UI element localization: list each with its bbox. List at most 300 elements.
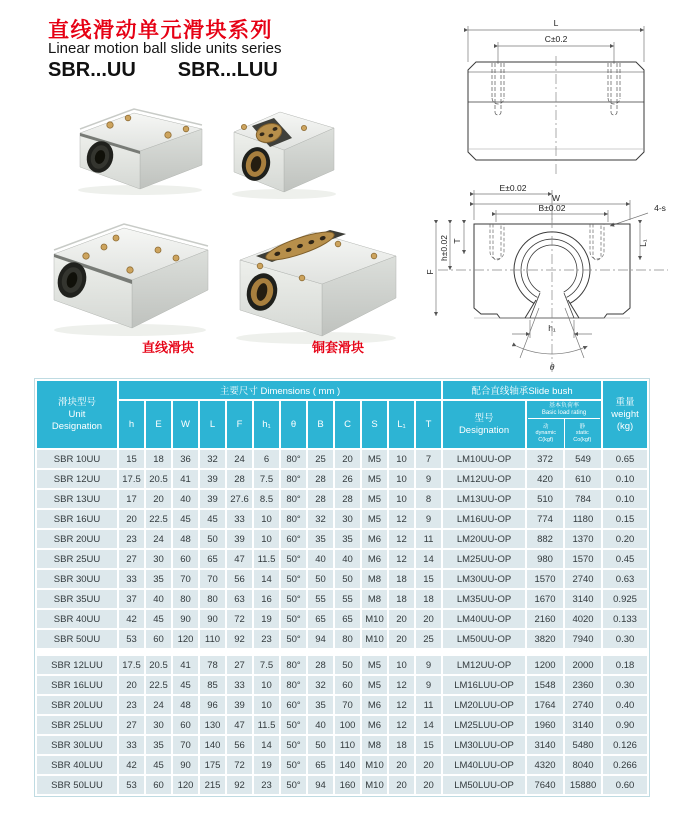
cell-value: 3140 (565, 590, 601, 608)
cell-value: 55 (335, 590, 360, 608)
cell-value: 1180 (565, 510, 601, 528)
table-row (37, 716, 647, 734)
cell-value: 12 (389, 696, 414, 714)
cell-value: 50 (308, 570, 333, 588)
cell-value: 24 (146, 696, 171, 714)
cell-unit-designation: SBR 30UU (37, 570, 117, 588)
table-row (37, 490, 647, 508)
cell-value: 1548 (527, 676, 563, 694)
cell-value: 510 (527, 490, 563, 508)
svg-text:L: L (553, 18, 559, 28)
table-row (37, 630, 647, 648)
cell-value: 8 (416, 490, 441, 508)
cell-value: 39 (227, 530, 252, 548)
cell-value: 7 (416, 450, 441, 468)
cell-value: 20 (389, 776, 414, 794)
cell-value: 27.6 (227, 490, 252, 508)
cell-value: 0.65 (603, 450, 647, 468)
cell-value: 0.90 (603, 716, 647, 734)
cell-value: 70 (173, 570, 198, 588)
technical-drawing-top-view-icon (438, 12, 670, 182)
cell-value: 48 (173, 696, 198, 714)
cell-value: 10 (254, 510, 279, 528)
cell-bush-model: LM12UU-OP (443, 470, 525, 488)
cell-value: 18 (389, 570, 414, 588)
header-weight: 重量 weight (kg) (603, 381, 647, 448)
svg-text:F: F (425, 269, 435, 275)
svg-text:θ: θ (549, 362, 555, 372)
cell-value: 36 (173, 450, 198, 468)
cell-value: 65 (308, 756, 333, 774)
cell-value: 80° (281, 490, 306, 508)
cell-value: 60° (281, 530, 306, 548)
cell-value: 94 (308, 630, 333, 648)
cell-value: 40 (308, 550, 333, 568)
cell-bush-model: LM25LUU-OP (443, 716, 525, 734)
cell-unit-designation: SBR 50UU (37, 630, 117, 648)
svg-text:h±0.02: h±0.02 (439, 235, 449, 261)
cell-value: 24 (227, 450, 252, 468)
cell-value: 9 (416, 470, 441, 488)
cell-value: 2000 (565, 656, 601, 674)
cell-value: 11.5 (254, 550, 279, 568)
cell-value: 120 (173, 630, 198, 648)
cell-value: 33 (119, 570, 144, 588)
header-col-T: T (416, 401, 441, 448)
cell-value: 100 (335, 716, 360, 734)
cell-value: 0.133 (603, 610, 647, 628)
cell-value: 0.63 (603, 570, 647, 588)
svg-text:h₁: h₁ (548, 323, 556, 333)
cell-bush-model: LM13UU-OP (443, 490, 525, 508)
cell-value: 1764 (527, 696, 563, 714)
table-row (37, 676, 647, 694)
header-col-F: F (227, 401, 252, 448)
cell-value: 70 (173, 736, 198, 754)
cell-value: 18 (389, 590, 414, 608)
cell-value: 774 (527, 510, 563, 528)
cell-value: 20.5 (146, 656, 171, 674)
spec-table (34, 378, 650, 797)
cell-value: 45 (173, 510, 198, 528)
cell-value: 27 (119, 550, 144, 568)
cell-unit-designation: SBR 16UU (37, 510, 117, 528)
cell-bush-model: LM12UU-OP (443, 656, 525, 674)
cell-value: 0.30 (603, 676, 647, 694)
photo-bush-unit-small-icon (222, 98, 344, 200)
cell-value: 80 (200, 590, 225, 608)
cell-value: 96 (200, 696, 225, 714)
cell-value: 80° (281, 676, 306, 694)
cell-value: 372 (527, 450, 563, 468)
table-row (37, 776, 647, 794)
cell-value: 0.20 (603, 530, 647, 548)
svg-text:4-s: 4-s (654, 203, 666, 213)
cell-value: 32 (308, 510, 333, 528)
cell-value: 55 (308, 590, 333, 608)
cell-value: M8 (362, 570, 387, 588)
cell-value: M10 (362, 630, 387, 648)
cell-value: 0.18 (603, 656, 647, 674)
cell-value: 0.15 (603, 510, 647, 528)
cell-value: 50° (281, 736, 306, 754)
cell-value: 60° (281, 696, 306, 714)
cell-value: 72 (227, 610, 252, 628)
cell-value: 20 (335, 450, 360, 468)
cell-bush-model: LM16UU-OP (443, 510, 525, 528)
cell-value: 85 (200, 676, 225, 694)
cell-value: 40 (335, 550, 360, 568)
cell-value: 23 (119, 696, 144, 714)
header-bush-model: 型号 Designation (443, 401, 525, 448)
cell-value: 78 (200, 656, 225, 674)
cell-value: 0.266 (603, 756, 647, 774)
cell-value: 50° (281, 610, 306, 628)
cell-value: 28 (308, 470, 333, 488)
cell-value: 50° (281, 756, 306, 774)
cell-value: 92 (227, 776, 252, 794)
cell-value: 9 (416, 510, 441, 528)
cell-value: M8 (362, 590, 387, 608)
cell-value: 56 (227, 570, 252, 588)
cell-value: 28 (308, 490, 333, 508)
header-col-L1: L₁ (389, 401, 414, 448)
cell-value: 11 (416, 696, 441, 714)
cell-value: 92 (227, 630, 252, 648)
cell-value: M10 (362, 776, 387, 794)
cell-unit-designation: SBR 40UU (37, 610, 117, 628)
cell-value: 65 (335, 610, 360, 628)
table-row (37, 570, 647, 588)
cell-value: 40 (308, 716, 333, 734)
cell-value: 33 (119, 736, 144, 754)
header-col-E: E (146, 401, 171, 448)
cell-bush-model: LM35UU-OP (443, 590, 525, 608)
cell-value: 35 (308, 696, 333, 714)
cell-value: 80 (173, 590, 198, 608)
cell-value: 50° (281, 630, 306, 648)
cell-bush-model: LM30LUU-OP (443, 736, 525, 754)
cell-value: 14 (254, 736, 279, 754)
header-col-h: h (119, 401, 144, 448)
cell-bush-model: LM30UU-OP (443, 570, 525, 588)
cell-value: 50° (281, 776, 306, 794)
cell-value: 160 (335, 776, 360, 794)
table-row (37, 736, 647, 754)
cell-value: 33 (227, 510, 252, 528)
cell-unit-designation: SBR 10UU (37, 450, 117, 468)
table-row (37, 450, 647, 468)
cell-value: 37 (119, 590, 144, 608)
cell-value: 26 (335, 470, 360, 488)
cell-value: 65 (200, 550, 225, 568)
cell-value: 33 (227, 676, 252, 694)
cell-value: 32 (200, 450, 225, 468)
cell-value: 0.45 (603, 550, 647, 568)
header-col-S: S (362, 401, 387, 448)
cell-value: 40 (146, 590, 171, 608)
cell-value: 7.5 (254, 470, 279, 488)
cell-value: 50 (335, 570, 360, 588)
cell-value: 50° (281, 570, 306, 588)
cell-value: 3140 (527, 736, 563, 754)
cell-value: 45 (146, 610, 171, 628)
cell-value: 18 (146, 450, 171, 468)
cell-value: 60 (146, 630, 171, 648)
cell-value: M8 (362, 736, 387, 754)
cell-value: 18 (416, 590, 441, 608)
header-col-L: L (200, 401, 225, 448)
cell-value: 60 (146, 776, 171, 794)
cell-value: 3140 (565, 716, 601, 734)
cell-value: 80° (281, 656, 306, 674)
cell-value: 8040 (565, 756, 601, 774)
cell-bush-model: LM16LUU-OP (443, 676, 525, 694)
cell-value: 41 (173, 656, 198, 674)
cell-value: 420 (527, 470, 563, 488)
cell-value: M10 (362, 756, 387, 774)
cell-value: 12 (389, 550, 414, 568)
table-row (37, 590, 647, 608)
svg-text:W: W (551, 193, 561, 203)
header-slide-bush: 配合直线轴承Slide bush (443, 381, 601, 399)
cell-value: 20 (389, 630, 414, 648)
cell-value: 19 (254, 610, 279, 628)
cell-value: 9 (416, 656, 441, 674)
page-title-en: Linear motion ball slide units series (48, 40, 282, 57)
cell-bush-model: LM25UU-OP (443, 550, 525, 568)
cell-value: 24 (146, 530, 171, 548)
cell-value: 175 (200, 756, 225, 774)
cell-value: 35 (335, 530, 360, 548)
cell-value: 7640 (527, 776, 563, 794)
photo-bush-unit-long-icon (226, 218, 404, 346)
cell-value: 80 (335, 630, 360, 648)
cell-value: 42 (119, 756, 144, 774)
cell-unit-designation: SBR 50LUU (37, 776, 117, 794)
table-section-gap (37, 650, 647, 654)
cell-value: 65 (308, 610, 333, 628)
cell-value: 50° (281, 550, 306, 568)
cell-bush-model: LM50UU-OP (443, 630, 525, 648)
svg-text:C±0.2: C±0.2 (544, 34, 568, 44)
cell-value: 12 (389, 716, 414, 734)
cell-unit-designation: SBR 35UU (37, 590, 117, 608)
cell-value: 45 (173, 676, 198, 694)
cell-value: 60 (335, 676, 360, 694)
cell-value: 10 (254, 696, 279, 714)
model-codes (48, 59, 278, 82)
cell-value: 45 (146, 756, 171, 774)
cell-unit-designation: SBR 30LUU (37, 736, 117, 754)
cell-value: 94 (308, 776, 333, 794)
cell-value: 15 (416, 736, 441, 754)
page-title-cn: 直线滑动单元滑块系列 (48, 19, 273, 42)
cell-value: 549 (565, 450, 601, 468)
cell-value: M6 (362, 716, 387, 734)
cell-bush-model: LM10UU-OP (443, 450, 525, 468)
cell-value: 882 (527, 530, 563, 548)
cell-unit-designation: SBR 16LUU (37, 676, 117, 694)
cell-value: 10 (389, 656, 414, 674)
header-col-B: B (308, 401, 333, 448)
cell-value: 12 (389, 510, 414, 528)
header-col-C: C (335, 401, 360, 448)
cell-value: 0.10 (603, 490, 647, 508)
cell-value: 80° (281, 510, 306, 528)
cell-value: 980 (527, 550, 563, 568)
cell-value: 2360 (565, 676, 601, 694)
header-unit-designation: 滑块型号 Unit Designation (37, 381, 117, 448)
cell-unit-designation: SBR 40LUU (37, 756, 117, 774)
cell-value: 6 (254, 450, 279, 468)
cell-value: 110 (200, 630, 225, 648)
cell-value: 784 (565, 490, 601, 508)
cell-value: 19 (254, 756, 279, 774)
cell-value: 1670 (527, 590, 563, 608)
cell-value: M6 (362, 550, 387, 568)
cell-value: 1570 (565, 550, 601, 568)
cell-value: 17 (119, 490, 144, 508)
cell-value: 140 (335, 756, 360, 774)
cell-value: 20 (119, 676, 144, 694)
cell-value: 53 (119, 776, 144, 794)
cell-value: 50 (308, 736, 333, 754)
cell-value: 10 (254, 676, 279, 694)
cell-value: 0.60 (603, 776, 647, 794)
cell-value: 20 (416, 756, 441, 774)
cell-value: 11 (416, 530, 441, 548)
cell-value: 60 (173, 716, 198, 734)
cell-value: 11.5 (254, 716, 279, 734)
cell-value: 53 (119, 630, 144, 648)
cell-unit-designation: SBR 20UU (37, 530, 117, 548)
cell-value: 20 (416, 776, 441, 794)
model-code-luu: SBR...LUU (177, 59, 278, 81)
table-row (37, 656, 647, 674)
cell-value: 20.5 (146, 470, 171, 488)
cell-value: 120 (173, 776, 198, 794)
cell-unit-designation: SBR 25LUU (37, 716, 117, 734)
cell-bush-model: LM20LUU-OP (443, 696, 525, 714)
cell-value: 130 (200, 716, 225, 734)
cell-value: 35 (146, 570, 171, 588)
cell-value: 0.925 (603, 590, 647, 608)
cell-value: 14 (416, 550, 441, 568)
header-load-static: 静 static Co(kgf) (564, 419, 601, 448)
cell-value: 90 (173, 756, 198, 774)
cell-value: 10 (254, 530, 279, 548)
cell-value: 0.126 (603, 736, 647, 754)
cell-value: 32 (308, 676, 333, 694)
cell-value: 10 (389, 450, 414, 468)
photo-slide-unit-small-icon (70, 103, 208, 195)
cell-value: 30 (146, 550, 171, 568)
spec-table-body (37, 450, 647, 794)
cell-value: 20 (389, 756, 414, 774)
cell-value: 39 (200, 470, 225, 488)
cell-value: 47 (227, 550, 252, 568)
cell-value: 12 (389, 676, 414, 694)
cell-bush-model: LM40LUU-OP (443, 756, 525, 774)
cell-value: 16 (254, 590, 279, 608)
cell-value: 23 (254, 776, 279, 794)
cell-value: 10 (389, 470, 414, 488)
cell-value: 35 (308, 530, 333, 548)
label-bush-slide: 铜套滑块 (311, 340, 364, 355)
cell-value: 72 (227, 756, 252, 774)
cell-value: 1960 (527, 716, 563, 734)
cell-unit-designation: SBR 12UU (37, 470, 117, 488)
cell-value: 12 (389, 530, 414, 548)
cell-value: 15 (119, 450, 144, 468)
cell-value: 56 (227, 736, 252, 754)
cell-value: 215 (200, 776, 225, 794)
cell-value: M6 (362, 530, 387, 548)
cell-value: 2160 (527, 610, 563, 628)
cell-value: 35 (146, 736, 171, 754)
cell-value: 3820 (527, 630, 563, 648)
cell-value: 40 (173, 490, 198, 508)
svg-text:B±0.02: B±0.02 (538, 203, 566, 213)
table-row (37, 696, 647, 714)
cell-value: 20 (416, 610, 441, 628)
cell-value: M5 (362, 450, 387, 468)
cell-value: 23 (119, 530, 144, 548)
cell-value: 4020 (565, 610, 601, 628)
table-row (37, 510, 647, 528)
cell-value: 22.5 (146, 676, 171, 694)
cell-value: 41 (173, 470, 198, 488)
cell-value: 90 (173, 610, 198, 628)
cell-value: M5 (362, 490, 387, 508)
cell-value: 50 (200, 530, 225, 548)
cell-value: 1200 (527, 656, 563, 674)
cell-bush-model: LM50LUU-OP (443, 776, 525, 794)
cell-value: 25 (416, 630, 441, 648)
cell-value: M5 (362, 676, 387, 694)
cell-value: 27 (119, 716, 144, 734)
cell-value: 50° (281, 716, 306, 734)
cell-value: 28 (308, 656, 333, 674)
cell-value: 10 (389, 490, 414, 508)
table-row (37, 470, 647, 488)
cell-value: 140 (200, 736, 225, 754)
cell-value: 17.5 (119, 470, 144, 488)
cell-value: 0.40 (603, 696, 647, 714)
cell-value: 30 (146, 716, 171, 734)
cell-value: 50 (335, 656, 360, 674)
header-dim-letters (37, 401, 647, 448)
cell-value: 610 (565, 470, 601, 488)
cell-unit-designation: SBR 12LUU (37, 656, 117, 674)
cell-value: 2740 (565, 570, 601, 588)
cell-value: 70 (200, 570, 225, 588)
header-col-theta: θ (281, 401, 306, 448)
header-col-h1: h₁ (254, 401, 279, 448)
cell-value: 23 (254, 630, 279, 648)
svg-text:E±0.02: E±0.02 (499, 183, 527, 193)
cell-value: M5 (362, 656, 387, 674)
cell-value: 45 (200, 510, 225, 528)
cell-value: M5 (362, 510, 387, 528)
cell-value: 14 (254, 570, 279, 588)
cell-value: 80° (281, 470, 306, 488)
cell-value: 110 (335, 736, 360, 754)
label-plain-slide: 直线滑块 (141, 340, 194, 355)
cell-value: 17.5 (119, 656, 144, 674)
header-load-dynamic: 动 dynamic C(kgf) (535, 423, 557, 443)
